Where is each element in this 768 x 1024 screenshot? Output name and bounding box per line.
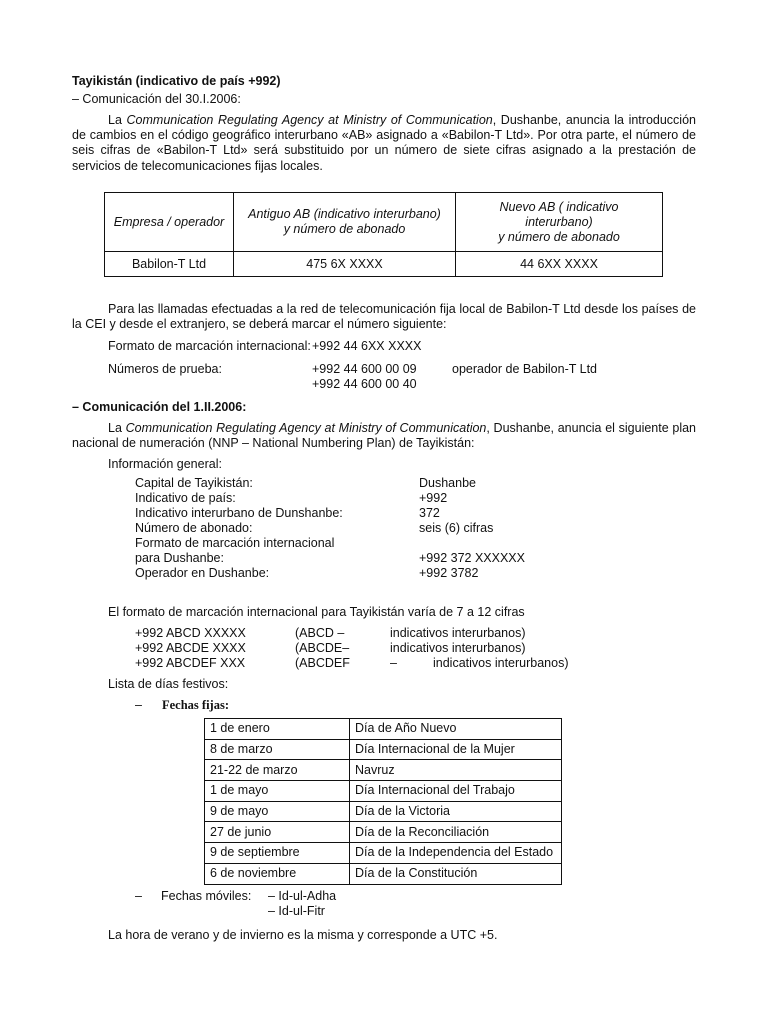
general-info-label: Información general: (108, 457, 222, 471)
info-value: +992 3782 (419, 566, 479, 580)
holiday-date: 9 de mayo (205, 801, 350, 822)
header-new-ab-line3: y número de abonado (498, 229, 620, 244)
bullet-dash: – (135, 889, 142, 903)
header-old-ab-line2: y número de abonado (283, 222, 406, 236)
info-label: Indicativo de país: (135, 491, 236, 505)
header-operator: Empresa / operador (105, 193, 234, 252)
holiday-name: Día de la Reconciliación (350, 822, 562, 843)
communication-1-paragraph (72, 113, 696, 174)
holiday-name: Día de la Victoria (350, 801, 562, 822)
header-new-ab-line1: Nuevo AB ( indicativo (499, 199, 619, 214)
table-row (205, 760, 562, 781)
info-label: Capital de Tayikistán: (135, 476, 253, 490)
format-dash: – (390, 656, 397, 670)
page-title: Tayikistán (indicativo de país +992) (72, 74, 281, 88)
format-desc: indicativos interurbanos) (390, 641, 526, 655)
holiday-date: 27 de junio (205, 822, 350, 843)
holiday-date: 9 de septiembre (205, 843, 350, 864)
mobile-holiday: – Id-ul-Fitr (268, 904, 325, 918)
fixed-dates-label: Fechas fijas: (162, 698, 229, 712)
info-value: +992 (419, 491, 448, 505)
header-new-ab-line2: interurbano) (525, 214, 593, 229)
table-row (205, 863, 562, 884)
communication-1-title: – Comunicación del 30.I.2006: (72, 92, 241, 106)
bullet-dash: – (135, 698, 142, 712)
info-value: +992 372 XXXXXX (419, 551, 525, 565)
paragraph-prefix: La (108, 421, 126, 435)
holiday-name: Día Internacional del Trabajo (350, 781, 562, 802)
info-value: 372 (419, 506, 440, 520)
fixed-holidays-table (204, 718, 562, 885)
holiday-date: 1 de mayo (205, 781, 350, 802)
utc-note: La hora de verano y de invierno es la misma y corresponde a UTC +5. (108, 928, 498, 942)
ab-change-table (104, 192, 663, 277)
table-row (105, 252, 663, 277)
mobile-dates-label: Fechas móviles: (161, 889, 252, 903)
format-number: +992 ABCDEF XXX (135, 656, 246, 670)
dialing-paragraph: Para las llamadas efectuadas a la red de telecomunicación fija local de Babilon-T Ltd desde los países de la CEI y desde el extranjero, se deberá marcar el número siguiente: (72, 302, 696, 332)
table-row (205, 739, 562, 760)
holiday-name: Día de la Constitución (350, 863, 562, 884)
format-number: +992 ABCDE XXXX (135, 641, 246, 655)
format-desc: indicativos interurbanos) (433, 656, 569, 670)
info-value: Dushanbe (419, 476, 476, 490)
test-operator: operador de Babilon-T Ltd (452, 362, 598, 376)
format-code: (ABCDE– (295, 641, 350, 655)
test-number-2: +992 44 600 00 40 (312, 377, 417, 391)
holiday-date: 6 de noviembre (205, 863, 350, 884)
format-label: Formato de marcación internacional: (108, 339, 311, 353)
table-row (205, 719, 562, 740)
header-old-ab (234, 193, 456, 252)
holiday-name: Navruz (350, 760, 562, 781)
format-code: (ABCD – (295, 626, 345, 640)
agency-name: Communication Regulating Agency at Ministry of Communication (126, 113, 493, 127)
format-value: +992 44 6XX XXXX (312, 339, 422, 353)
paragraph-body: , Dushanbe, anuncia la introducción de cambios en el código geográfico interurbano «AB» asignado a «Babilon-T Ltd». Por otra parte, el número de seis cifras de «Babilon-T Ltd» será substituido por un número de siete cifras asignado a la prestación de servicios de telecomunicaciones fijas locales. (72, 113, 696, 173)
holiday-date: 21-22 de marzo (205, 760, 350, 781)
holidays-title: Lista de días festivos: (108, 677, 229, 691)
table-row (205, 781, 562, 802)
paragraph-body: , Dushanbe, anuncia el siguiente plan nacional de numeración (NNP – National Numbering Plan) de Tayikistán: (72, 421, 697, 451)
info-label: Número de abonado: (135, 521, 253, 535)
info-label: Operador en Dushanbe: (135, 566, 270, 580)
holiday-name: Día Internacional de la Mujer (350, 739, 562, 760)
table-header-row (105, 193, 663, 252)
communication-2-paragraph (72, 421, 696, 451)
format-number: +992 ABCD XXXXX (135, 626, 246, 640)
cell-old-ab: 475 6X XXXX (234, 252, 456, 277)
header-old-ab-line1: Antiguo AB (indicativo interurbano) (248, 207, 441, 221)
holiday-name: Día de la Independencia del Estado (350, 843, 562, 864)
table-row (205, 801, 562, 822)
header-new-ab (456, 193, 663, 252)
format-desc: indicativos interurbanos) (390, 626, 526, 640)
format-code: (ABCDEF (295, 656, 350, 670)
info-label: Indicativo interurbano de Dunshanbe: (135, 506, 343, 520)
format-intro: El formato de marcación internacional para Tayikistán varía de 7 a 12 cifras (108, 605, 525, 619)
info-value: seis (6) cifras (419, 521, 494, 535)
paragraph-prefix: La (108, 113, 127, 127)
agency-name: Communication Regulating Agency at Ministry of Communication (125, 421, 487, 435)
info-label: Formato de marcación internacional (135, 536, 335, 550)
holiday-date: 1 de enero (205, 719, 350, 740)
holiday-name: Día de Año Nuevo (350, 719, 562, 740)
cell-operator: Babilon-T Ltd (105, 252, 234, 277)
communication-2-title: – Comunicación del 1.II.2006: (72, 400, 247, 414)
info-label: para Dushanbe: (135, 551, 224, 565)
table-row (205, 822, 562, 843)
test-numbers-label: Números de prueba: (108, 362, 222, 376)
mobile-holiday: – Id-ul-Adha (268, 889, 337, 903)
test-number-1: +992 44 600 00 09 (312, 362, 417, 376)
holiday-date: 8 de marzo (205, 739, 350, 760)
cell-new-ab: 44 6XX XXXX (456, 252, 663, 277)
table-row (205, 843, 562, 864)
